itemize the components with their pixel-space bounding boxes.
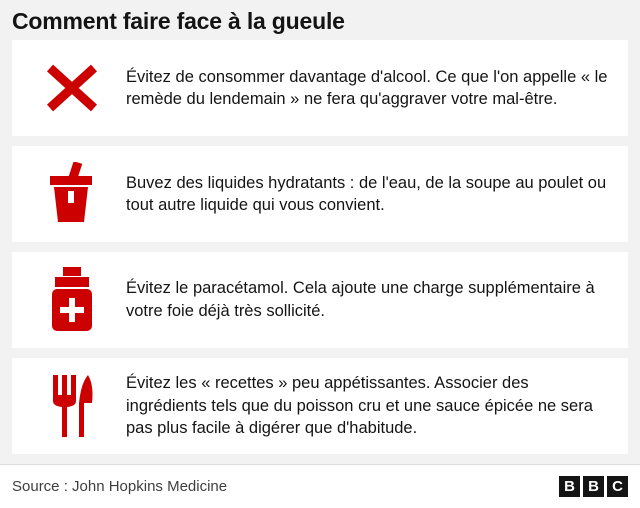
advice-text: Évitez les « recettes » peu appétissantes. Associer des ingrédients tels que du poisson cru et une sauce épicée ne sera pas plus facile à digérer que d'habitude.: [126, 373, 593, 438]
fork-knife-icon: [18, 373, 126, 439]
bbc-logo-letter: B: [583, 476, 604, 497]
advice-text: Évitez le paracétamol. Cela ajoute une charge supplémentaire à votre foie déjà très sollicité.: [126, 279, 595, 321]
header: [0, 0, 640, 40]
advice-card-list: [0, 40, 640, 454]
bbc-logo-letter: B: [559, 476, 580, 497]
bbc-logo: [559, 476, 628, 497]
advice-text: Évitez de consommer davantage d'alcool. Ce que l'on appelle « le remède du lendemain » ne fera qu'aggraver votre mal-être.: [126, 67, 608, 109]
bbc-logo-letter: C: [607, 476, 628, 497]
page-title: Comment faire face à la gueule: [12, 8, 345, 34]
advice-card: [12, 252, 628, 348]
cross-icon: [18, 58, 126, 118]
drink-cup-icon: [18, 162, 126, 226]
advice-card: [12, 358, 628, 454]
medicine-bottle-icon: [18, 267, 126, 333]
source-label: Source : John Hopkins Medicine: [12, 478, 228, 495]
advice-card: [12, 146, 628, 242]
advice-text: Buvez des liquides hydratants : de l'eau, de la soupe au poulet ou tout autre liquide qui vous convient.: [126, 173, 607, 215]
advice-card: [12, 40, 628, 136]
footer: [0, 464, 640, 508]
